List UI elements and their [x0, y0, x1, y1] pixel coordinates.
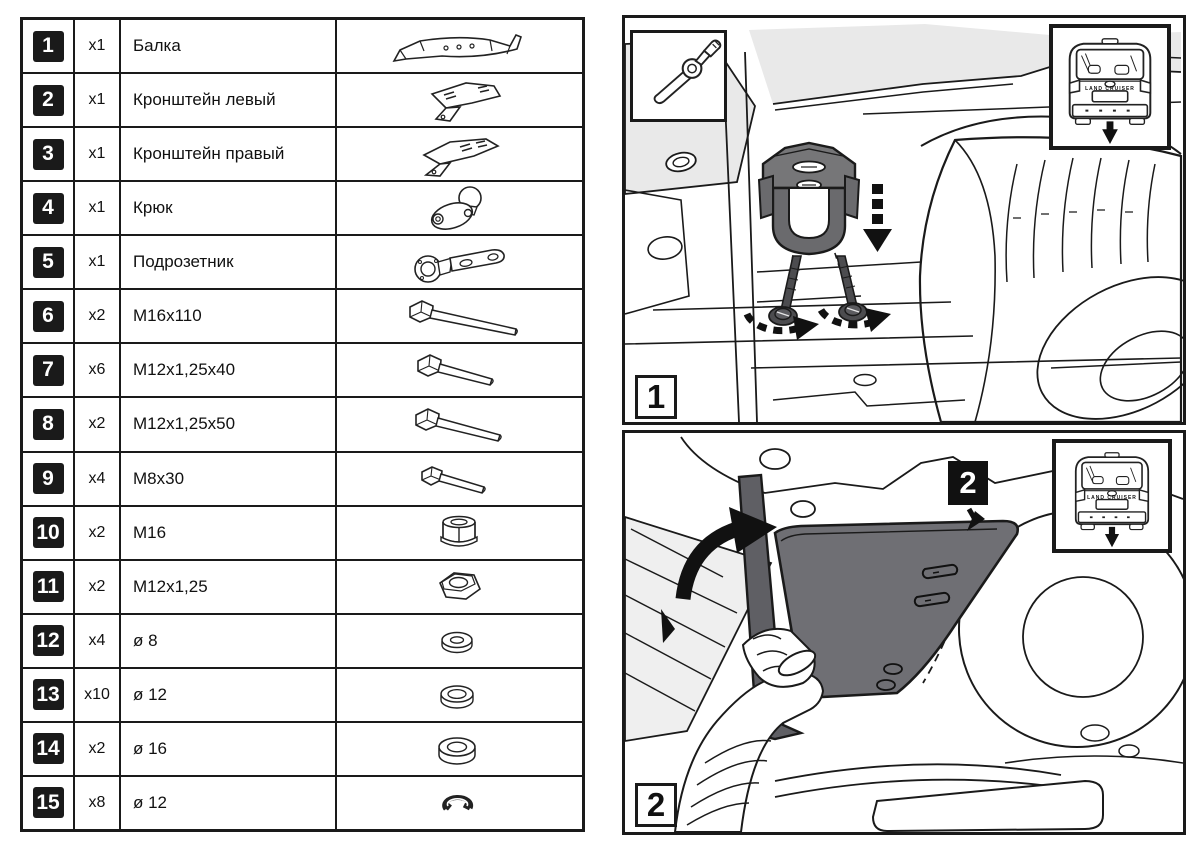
part-number-badge: 3 — [33, 139, 64, 170]
bracket-right-icon — [380, 131, 540, 177]
table-row — [23, 234, 582, 288]
part-illustration — [337, 236, 582, 288]
tool-inset — [630, 30, 727, 122]
flange-nut-icon — [380, 510, 540, 556]
part-number-badge: 5 — [33, 247, 64, 278]
hex-nut-icon — [380, 564, 540, 610]
part-illustration — [337, 128, 582, 180]
part-number-badge: 9 — [33, 463, 64, 494]
table-row — [23, 721, 582, 775]
vehicle-location-inset — [1049, 24, 1171, 150]
table-row — [23, 775, 582, 829]
part-name: ø 12 — [121, 777, 337, 829]
part-illustration — [337, 507, 582, 559]
part-number-badge: 13 — [33, 679, 64, 710]
part-name: M16 — [121, 507, 337, 559]
step-panel-2 — [622, 430, 1186, 835]
step-number-1: 1 — [635, 375, 677, 419]
part-name: M12x1,25 — [121, 561, 337, 613]
part-quantity: x2 — [75, 398, 121, 450]
bolt-long-icon — [380, 293, 540, 339]
part-quantity: x1 — [75, 182, 121, 234]
part-illustration — [337, 561, 582, 613]
part-name: Крюк — [121, 182, 337, 234]
washer-medium-icon — [380, 672, 540, 718]
table-row — [23, 559, 582, 613]
step-panel-1 — [622, 15, 1186, 425]
part-number-badge: 6 — [33, 301, 64, 332]
part-illustration — [337, 723, 582, 775]
part-name: ø 16 — [121, 723, 337, 775]
table-row — [23, 288, 582, 342]
part-quantity: x1 — [75, 236, 121, 288]
part-illustration — [337, 777, 582, 829]
part-name: M12x1,25x40 — [121, 344, 337, 396]
part-number-badge: 15 — [33, 787, 64, 818]
socket-plate-icon — [380, 239, 540, 285]
part-quantity: x1 — [75, 74, 121, 126]
part-number-badge: 11 — [33, 571, 64, 602]
part-quantity: x4 — [75, 453, 121, 505]
table-row — [23, 396, 582, 450]
part-illustration — [337, 74, 582, 126]
part-number-badge: 8 — [33, 409, 64, 440]
vehicle-model-label: LAND CRUISER — [1087, 494, 1137, 501]
table-row — [23, 72, 582, 126]
bracket-left-icon — [380, 77, 540, 123]
table-row — [23, 126, 582, 180]
part-number-badge: 7 — [33, 355, 64, 386]
table-row — [23, 180, 582, 234]
part-number-badge: 1 — [33, 31, 64, 62]
part-quantity: x2 — [75, 561, 121, 613]
bolt-short-icon — [380, 347, 540, 393]
vehicle-location-inset — [1052, 439, 1172, 553]
part-quantity: x8 — [75, 777, 121, 829]
part-quantity: x10 — [75, 669, 121, 721]
part-name: ø 12 — [121, 669, 337, 721]
washer-small-icon — [380, 618, 540, 664]
part-name: ø 8 — [121, 615, 337, 667]
part-illustration — [337, 344, 582, 396]
part-number-badge: 4 — [33, 193, 64, 224]
part-name: M8x30 — [121, 453, 337, 505]
table-row — [23, 342, 582, 396]
part-quantity: x4 — [75, 615, 121, 667]
part-number-badge: 12 — [33, 625, 64, 656]
tighten-rotation-arrows — [747, 308, 891, 340]
part-name: Подрозетник — [121, 236, 337, 288]
part-illustration — [337, 615, 582, 667]
part-illustration — [337, 669, 582, 721]
bolt-small-icon — [380, 456, 540, 502]
table-row — [23, 451, 582, 505]
part-number-badge: 10 — [33, 517, 64, 548]
part-illustration — [337, 20, 582, 72]
part-quantity: x1 — [75, 20, 121, 72]
table-row — [23, 505, 582, 559]
step-number-2: 2 — [635, 783, 677, 827]
washer-large-icon — [380, 726, 540, 772]
spring-washer-icon — [380, 780, 540, 826]
part-illustration — [337, 453, 582, 505]
part-quantity: x2 — [75, 723, 121, 775]
table-row — [23, 613, 582, 667]
part-quantity: x6 — [75, 344, 121, 396]
part-illustration — [337, 182, 582, 234]
part-name: M16x110 — [121, 290, 337, 342]
table-row — [23, 667, 582, 721]
part-quantity: x2 — [75, 290, 121, 342]
part-quantity: x2 — [75, 507, 121, 559]
part-name: Кронштейн правый — [121, 128, 337, 180]
towball-icon — [380, 185, 540, 231]
vehicle-model-label: LAND CRUISER — [1085, 85, 1135, 92]
parts-table — [20, 17, 585, 832]
part-number-badge: 2 — [33, 85, 64, 116]
part-name: Балка — [121, 20, 337, 72]
part-name: M12x1,25x50 — [121, 398, 337, 450]
beam-icon — [380, 23, 540, 69]
part-name: Кронштейн левый — [121, 74, 337, 126]
table-row — [23, 20, 582, 72]
insert-direction-arrow — [863, 184, 892, 252]
part-illustration — [337, 290, 582, 342]
part-callout-tag: 2 — [948, 461, 988, 505]
bolt-medium-icon — [380, 401, 540, 447]
part-number-badge: 14 — [33, 733, 64, 764]
ratchet-wrench-icon — [633, 33, 724, 119]
part-illustration — [337, 398, 582, 450]
part-quantity: x1 — [75, 128, 121, 180]
